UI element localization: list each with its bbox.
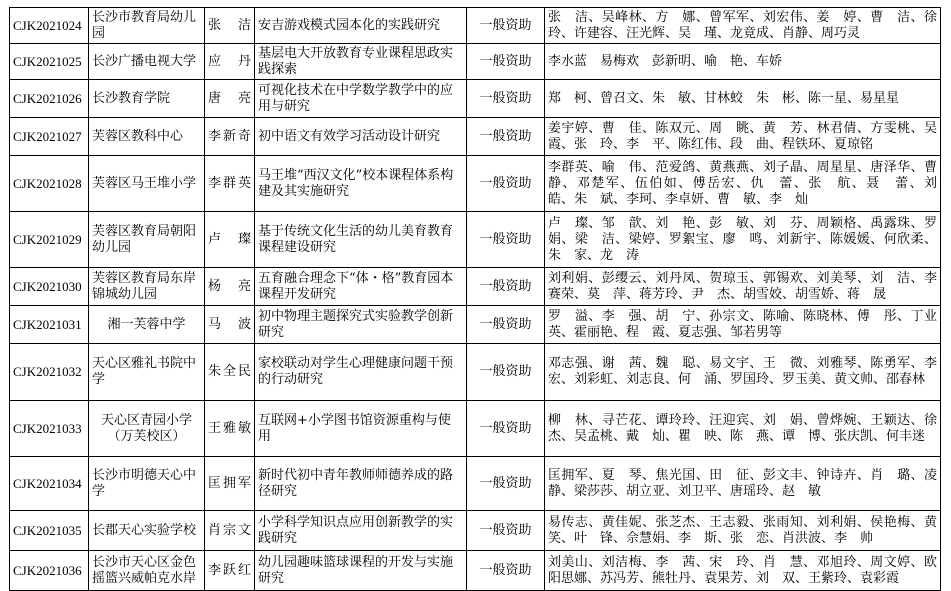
project-id-cell: CJK2021031 [10, 306, 89, 344]
project-id-cell: CJK2021033 [10, 401, 89, 457]
funding-type-cell: 一般资助 [467, 44, 545, 80]
table-row [10, 401, 941, 457]
host-cell: 王雅敏 [205, 401, 255, 457]
project-title-cell: 小学科学知识点应用创新教学的实践研究 [255, 511, 467, 551]
project-title-cell: 初中物理主题探究式实验教学创新研究 [255, 306, 467, 344]
host-cell: 唐 亮 [205, 80, 255, 118]
table-row [10, 118, 941, 156]
funding-type-cell: 一般资助 [467, 306, 545, 344]
host-cell: 肖宗文 [205, 511, 255, 551]
funding-type-cell: 一般资助 [467, 156, 545, 212]
project-id-cell: CJK2021025 [10, 44, 89, 80]
members-cell: 李群英、喻 伟、范爱鸽、黄燕燕、刘子晶、周星星、唐泽华、曹 静、邓楚军、伍伯如、傅岳宏、仇 蕾、张 航、聂 蕾、刘 皓、朱 斌、李珂、李卓妍、曹 敏、李 灿 [545, 156, 941, 212]
unit-cell: 芙蓉区教育局东岸锦城幼儿园 [89, 268, 205, 306]
host-cell: 杨 亮 [205, 268, 255, 306]
members-cell: 卢 璨、邹 歆、刘 艳、彭 敏、刘 芬、周颖格、禹露珠、罗 娟、梁 洁、梁婷、罗絮宝、廖 鸣、刘新宇、陈媛媛、何欣柔、朱 家、龙 涛 [545, 212, 941, 268]
host-cell: 李新奇 [205, 118, 255, 156]
table-row [10, 511, 941, 551]
funding-type-cell: 一般资助 [467, 401, 545, 457]
table-row [10, 212, 941, 268]
project-title-cell: 初中语文有效学习活动设计研究 [255, 118, 467, 156]
project-id-cell: CJK2021032 [10, 344, 89, 401]
funding-type-cell: 一般资助 [467, 511, 545, 551]
project-id-cell: CJK2021024 [10, 8, 89, 44]
funding-type-cell: 一般资助 [467, 551, 545, 591]
table-row [10, 80, 941, 118]
funding-type-cell: 一般资助 [467, 268, 545, 306]
unit-cell: 长沙教育学院 [89, 80, 205, 118]
host-cell: 朱全民 [205, 344, 255, 401]
unit-cell: 芙蓉区教育局朝阳幼儿园 [89, 212, 205, 268]
funding-type-cell: 一般资助 [467, 80, 545, 118]
members-cell: 匡拥军、夏 琴、焦光国、田 征、彭文丰、钟诗卉、肖 璐、凌静、梁莎莎、胡立亚、刘卫平、唐瑶玲、赵 敏 [545, 457, 941, 511]
project-id-cell: CJK2021027 [10, 118, 89, 156]
project-id-cell: CJK2021034 [10, 457, 89, 511]
host-cell: 李跃红 [205, 551, 255, 591]
unit-cell: 芙蓉区教科中心 [89, 118, 205, 156]
members-cell: 张 洁、吴峰林、方 娜、曾军军、刘宏伟、姜 婷、曹 洁、徐玲、许建容、汪光辉、吴 瑾、龙竟成、肖静、周巧灵 [545, 8, 941, 44]
project-title-cell: 基于传统文化生活的幼儿美育教育课程建设研究 [255, 212, 467, 268]
host-cell: 应 丹 [205, 44, 255, 80]
project-id-cell: CJK2021030 [10, 268, 89, 306]
funding-type-cell: 一般资助 [467, 118, 545, 156]
project-table-body [10, 8, 951, 591]
members-cell: 罗 溢、李 强、胡 宁、孙宗文、陈喻、陈晓林、傅 彤、丁业英、霍丽艳、程 霞、夏志强、邹若男等 [545, 306, 941, 344]
host-cell: 马 波 [205, 306, 255, 344]
table-row [10, 44, 941, 80]
project-id-cell: CJK2021036 [10, 551, 89, 591]
unit-cell: 长沙广播电视大学 [89, 44, 205, 80]
unit-cell: 湘一芙蓉中学 [89, 306, 205, 344]
table-row [10, 551, 941, 591]
members-cell: 李水蓝 易梅欢 彭新明、喻 艳、车娇 [545, 44, 941, 80]
unit-cell: 天心区雅礼书院中学 [89, 344, 205, 401]
project-title-cell: 新时代初中青年教师师德养成的路径研究 [255, 457, 467, 511]
project-id-cell: CJK2021028 [10, 156, 89, 212]
members-cell: 邓志强、谢 茜、魏 聪、易文宇、王 微、刘雅琴、陈勇军、李宏、刘彩虹、刘志良、何 涌、罗国玲、罗玉美、黄文帅、邵春林 [545, 344, 941, 401]
host-cell: 李群英 [205, 156, 255, 212]
project-title-cell: 五育融合理念下“体・格”教育园本课程开发研究 [255, 268, 467, 306]
project-id-cell: CJK2021029 [10, 212, 89, 268]
members-cell: 郑 柯、曾召文、朱 敏、甘林蛟 朱 彬、陈一星、易星星 [545, 80, 941, 118]
unit-cell: 长郡天心实验学校 [89, 511, 205, 551]
project-title-cell: 马王堆“西汉文化”校本课程体系构建及其实施研究 [255, 156, 467, 212]
table-row [10, 268, 941, 306]
unit-cell: 天心区青园小学（万芙校区） [89, 401, 205, 457]
unit-cell: 长沙市天心区金色摇篮兴威帕克水岸 [89, 551, 205, 591]
members-cell: 柳 林、寻芒花、谭玲玲、汪迎宾、刘 娟、曾烨婉、王颖达、徐 杰、吴孟桃、戴 灿、瞿 映、陈 燕、谭 博、张庆凯、何丰迷 [545, 401, 941, 457]
funding-type-cell: 一般资助 [467, 8, 545, 44]
members-cell: 姜宇婷、曹 佳、陈双元、周 眺、黄 芳、林君倩、方雯桃、吴霞、张 玲、李 平、陈红伟、段 曲、程铁环、夏琼铭 [545, 118, 941, 156]
project-title-cell: 幼儿园趣味篮球课程的开发与实施研究 [255, 551, 467, 591]
funding-type-cell: 一般资助 [467, 457, 545, 511]
funding-type-cell: 一般资助 [467, 212, 545, 268]
host-cell: 卢 璨 [205, 212, 255, 268]
members-cell: 刘美山、刘洁梅、李 茜、宋 玲、肖 慧、邓旭玲、周文婷、欧阳思娜、苏冯芳、熊牡丹、袁果芳、刘 双、王紫玲、袁彩霞 [545, 551, 941, 591]
project-title-cell: 家校联动对学生心理健康问题干预的行动研究 [255, 344, 467, 401]
project-title-cell: 可视化技术在中学数学教学中的应用与研究 [255, 80, 467, 118]
unit-cell: 芙蓉区马王堆小学 [89, 156, 205, 212]
project-title-cell: 基层电大开放教育专业课程思政实践探索 [255, 44, 467, 80]
table-row [10, 156, 941, 212]
host-cell: 匡拥军 [205, 457, 255, 511]
host-cell: 张 洁 [205, 8, 255, 44]
table-row [10, 8, 941, 44]
members-cell: 易传志、黄佳妮、张芝杰、王志毅、张雨知、刘利娟、侯艳梅、黄 笑、叶 锋、佘慧娟、李 斯、张 恋、肖洪波、李 帅 [545, 511, 941, 551]
table-row [10, 344, 941, 401]
table-row [10, 306, 941, 344]
project-title-cell: 安吉游戏模式园本化的实践研究 [255, 8, 467, 44]
unit-cell: 长沙市明德天心中学 [89, 457, 205, 511]
project-table [9, 7, 951, 591]
project-title-cell: 互联网+小学图书馆资源重构与使用 [255, 401, 467, 457]
funding-type-cell: 一般资助 [467, 344, 545, 401]
members-cell: 刘利娟、彭缨云、刘丹凤、贺琼玉、郭锡欢、刘美琴、刘 洁、李赛荣、莫 萍、蒋芳玲、尹 杰、胡雪姣、胡雪娇、蒋 晟 [545, 268, 941, 306]
project-id-cell: CJK2021026 [10, 80, 89, 118]
unit-cell: 长沙市教育局幼儿园 [89, 8, 205, 44]
project-id-cell: CJK2021035 [10, 511, 89, 551]
table-row [10, 457, 941, 511]
